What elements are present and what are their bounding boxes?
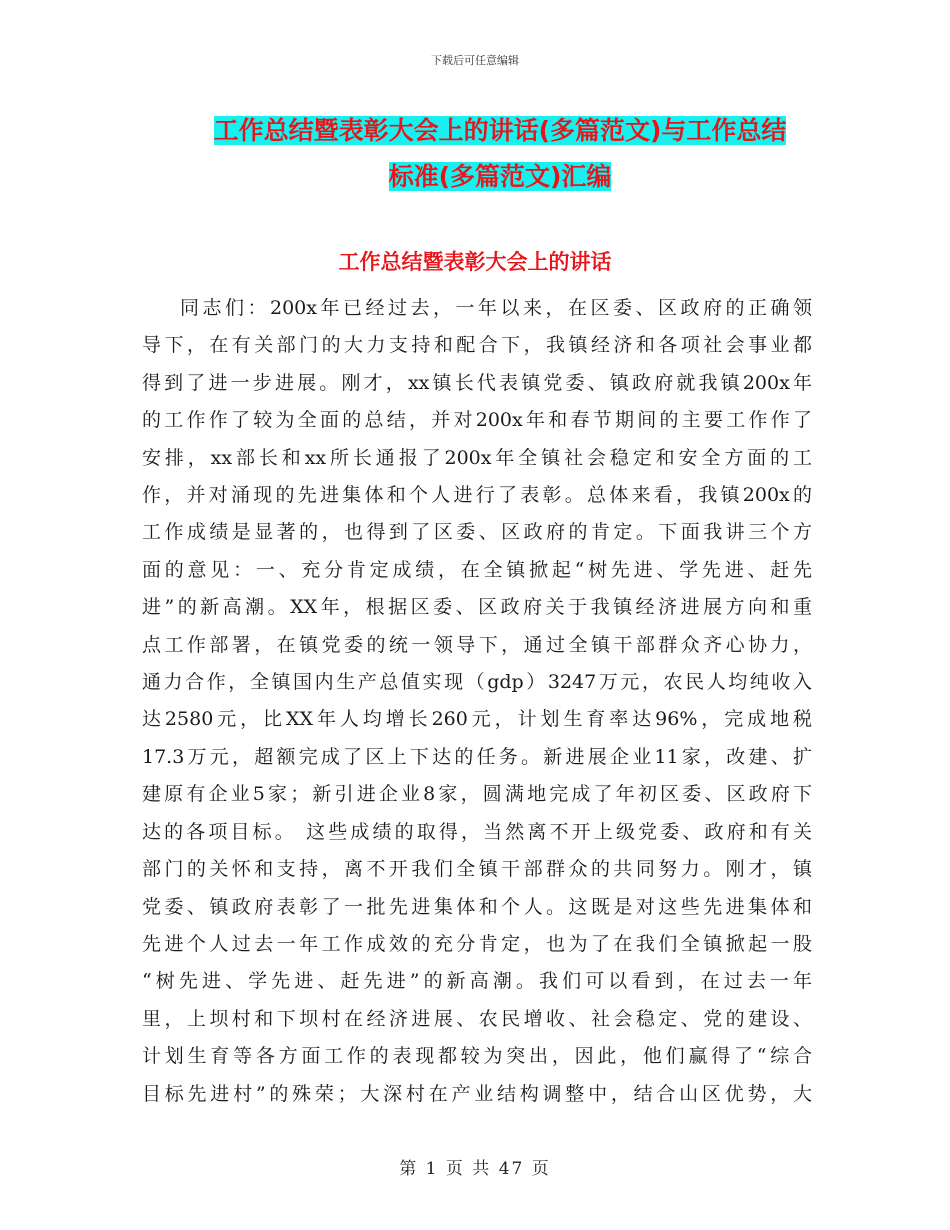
body-line: 先进个人过去一年工作成效的充分肯定，也为了在我们全镇掀起一股 — [142, 932, 812, 955]
document-title — [120, 108, 880, 200]
body-line: 达2580元，比XX年人均增长260元，计划生育率达96%，完成地税 — [142, 708, 812, 731]
body-line: 同志们：200x年已经过去，一年以来，在区委、区政府的正确领 — [180, 297, 812, 319]
body-line: 17.3万元，超额完成了区上下达的任务。新进展企业11家，改建、扩 — [142, 745, 812, 768]
body-line: 目标先进村”的殊荣；大深村在产业结构调整中，结合山区优势，大 — [142, 1082, 812, 1105]
body-line: 导下，在有关部门的大力支持和配合下，我镇经济和各项社会事业都 — [142, 334, 812, 357]
body-line: 点工作部署，在镇党委的统一领导下，通过全镇干部群众齐心协力， — [142, 633, 812, 656]
body-line: 进”的新高潮。XX年，根据区委、区政府关于我镇经济进展方向和重 — [142, 596, 812, 619]
body-line: 工作成绩是显著的，也得到了区委、区政府的肯定。下面我讲三个方 — [142, 521, 812, 544]
body-line: 得到了进一步进展。刚才，xx镇长代表镇党委、镇政府就我镇200x年 — [142, 371, 812, 394]
document-title-line-1: 工作总结暨表彰大会上的讲话(多篇范文)与工作总结 — [213, 116, 787, 145]
body-line: 党委、镇政府表彰了一批先进集体和个人。这既是对这些先进集体和 — [142, 895, 812, 918]
document-title-line-2: 标准(多篇范文)汇编 — [388, 162, 612, 191]
body-line: 通力合作，全镇国内生产总值实现（gdp）3247万元，农民人均纯收入 — [142, 671, 812, 694]
body-line: 的工作作了较为全面的总结，并对200x年和春节期间的主要工作作了 — [142, 409, 812, 432]
body-line: 部门的关怀和支持，离不开我们全镇干部群众的共同努力。刚才，镇 — [142, 858, 812, 881]
body-line: “树先进、学先进、赶先进”的新高潮。我们可以看到，在过去一年 — [142, 970, 812, 993]
body-line: 面的意见：一、充分肯定成绩，在全镇掀起“树先进、学先进、赶先 — [142, 558, 812, 581]
body-line: 作，并对涌现的先进集体和个人进行了表彰。总体来看，我镇200x的 — [142, 484, 812, 507]
body-line: 建原有企业5家；新引进企业8家，圆满地完成了年初区委、区政府下 — [142, 783, 812, 806]
body-paragraph — [142, 290, 812, 1113]
header-note: 下载后可任意编辑 — [431, 54, 519, 67]
section-title: 工作总结暨表彰大会上的讲话 — [338, 250, 612, 274]
body-line: 计划生育等各方面工作的表现都较为突出，因此，他们赢得了“综合 — [142, 1045, 812, 1068]
body-line: 安排，xx部长和xx所长通报了200x年全镇社会稳定和安全方面的工 — [142, 446, 812, 469]
body-line: 达的各项目标。 这些成绩的取得，当然离不开上级党委、政府和有关 — [142, 820, 812, 843]
body-line: 里，上坝村和下坝村在经济进展、农民增收、社会稳定、党的建设、 — [142, 1007, 812, 1030]
page-footer: 第 1 页 共 47 页 — [399, 1159, 551, 1179]
